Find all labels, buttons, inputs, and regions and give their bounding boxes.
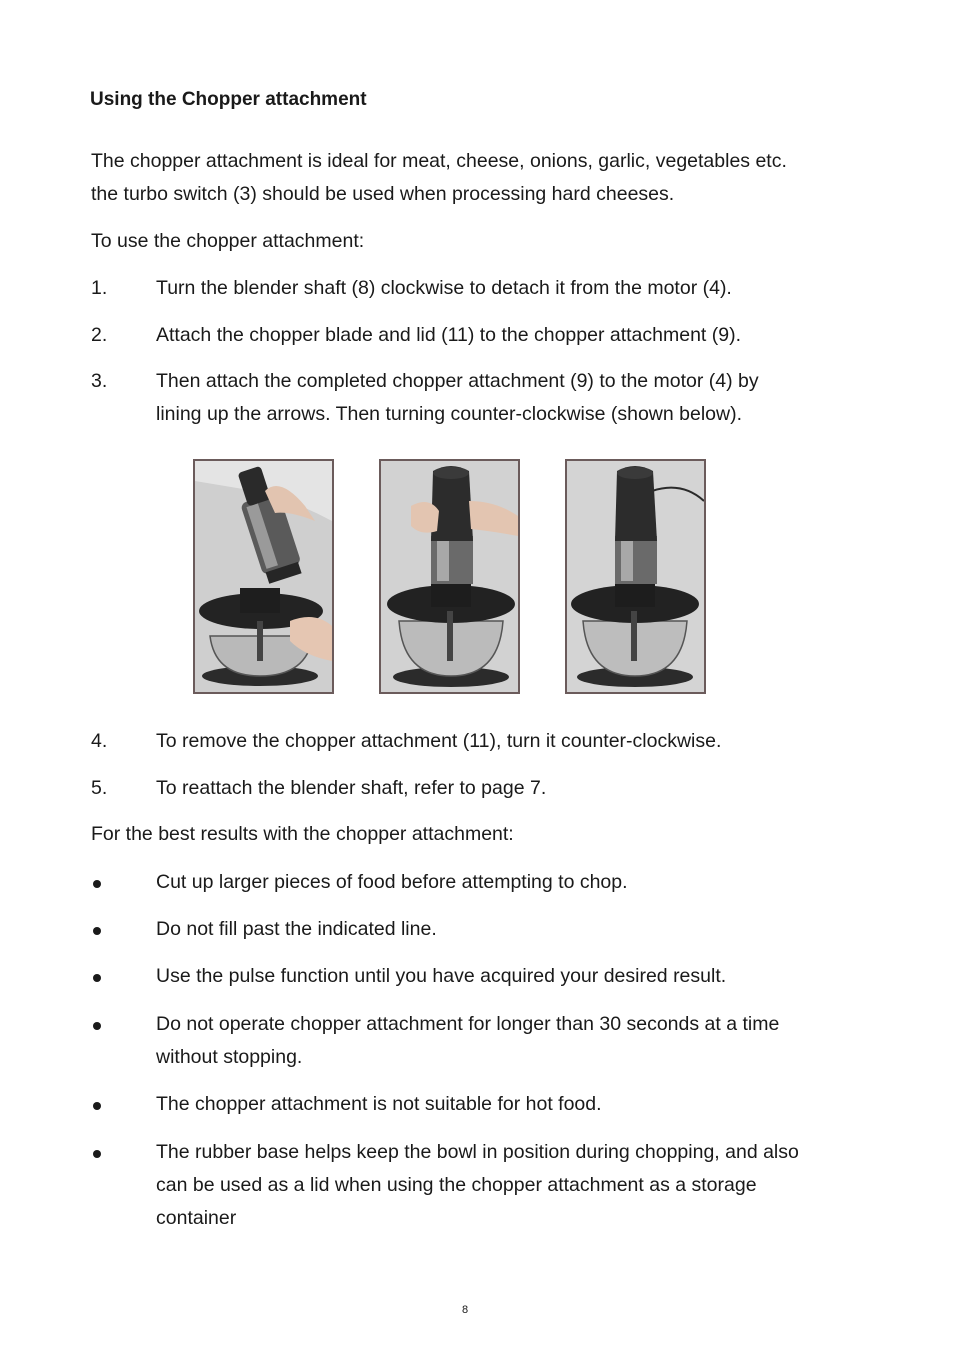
- tip-text-line: without stopping.: [156, 1046, 303, 1068]
- tip-item: [91, 1136, 851, 1235]
- page-number: 8: [461, 1304, 469, 1316]
- to-use-heading: To use the chopper attachment:: [91, 230, 365, 252]
- step-marker: 1.: [91, 277, 108, 299]
- step-text: Attach the chopper blade and lid (11) to the chopper attachment (9).: [156, 324, 741, 346]
- intro-line-1: The chopper attachment is ideal for meat, cheese, onions, garlic, vegetables etc.: [91, 150, 787, 172]
- page-title: Using the Chopper attachment: [90, 89, 367, 110]
- step-text: [156, 365, 856, 431]
- bullet-icon: [93, 880, 101, 888]
- step-text: To remove the chopper attachment (11), turn it counter-clockwise.: [156, 730, 722, 752]
- chopper-photo-align: [379, 459, 520, 694]
- step-text-line: lining up the arrows. Then turning counter-clockwise (shown below).: [156, 403, 743, 425]
- tip-text: [156, 1008, 856, 1074]
- tip-text-line: Do not operate chopper attachment for longer than 30 seconds at a time: [156, 1013, 780, 1035]
- tip-text: The chopper attachment is not suitable for hot food.: [156, 1093, 602, 1115]
- chopper-photo-attach: [193, 459, 334, 694]
- bullet-icon: [93, 974, 101, 982]
- intro-line-2: the turbo switch (3) should be used when processing hard cheeses.: [91, 183, 675, 205]
- step-marker: 3.: [91, 370, 108, 392]
- chopper-photo-assembled: [565, 459, 706, 694]
- best-results-heading: For the best results with the chopper attachment:: [91, 823, 514, 845]
- step-text: To reattach the blender shaft, refer to page 7.: [156, 777, 547, 799]
- step-marker: 5.: [91, 777, 108, 799]
- step-text: Turn the blender shaft (8) clockwise to detach it from the motor (4).: [156, 277, 732, 299]
- tip-text: Use the pulse function until you have acquired your desired result.: [156, 965, 727, 987]
- tip-item: [91, 1008, 851, 1074]
- step-marker: 4.: [91, 730, 108, 752]
- bullet-icon: [93, 1102, 101, 1110]
- tip-text-line: container: [156, 1207, 237, 1229]
- tip-text: [156, 1136, 856, 1235]
- tip-text-line: can be used as a lid when using the chopper attachment as a storage: [156, 1174, 757, 1196]
- step-text-line: Then attach the completed chopper attachment (9) to the motor (4) by: [156, 370, 759, 392]
- bullet-icon: [93, 1022, 101, 1030]
- step-marker: 2.: [91, 324, 108, 346]
- intro-paragraph: [91, 145, 787, 211]
- step-item: [91, 365, 851, 431]
- tip-text-line: The rubber base helps keep the bowl in position during chopping, and also: [156, 1141, 799, 1163]
- bullet-icon: [93, 927, 101, 935]
- tip-text: Cut up larger pieces of food before attempting to chop.: [156, 871, 628, 893]
- tip-text: Do not fill past the indicated line.: [156, 918, 437, 940]
- bullet-icon: [93, 1150, 101, 1158]
